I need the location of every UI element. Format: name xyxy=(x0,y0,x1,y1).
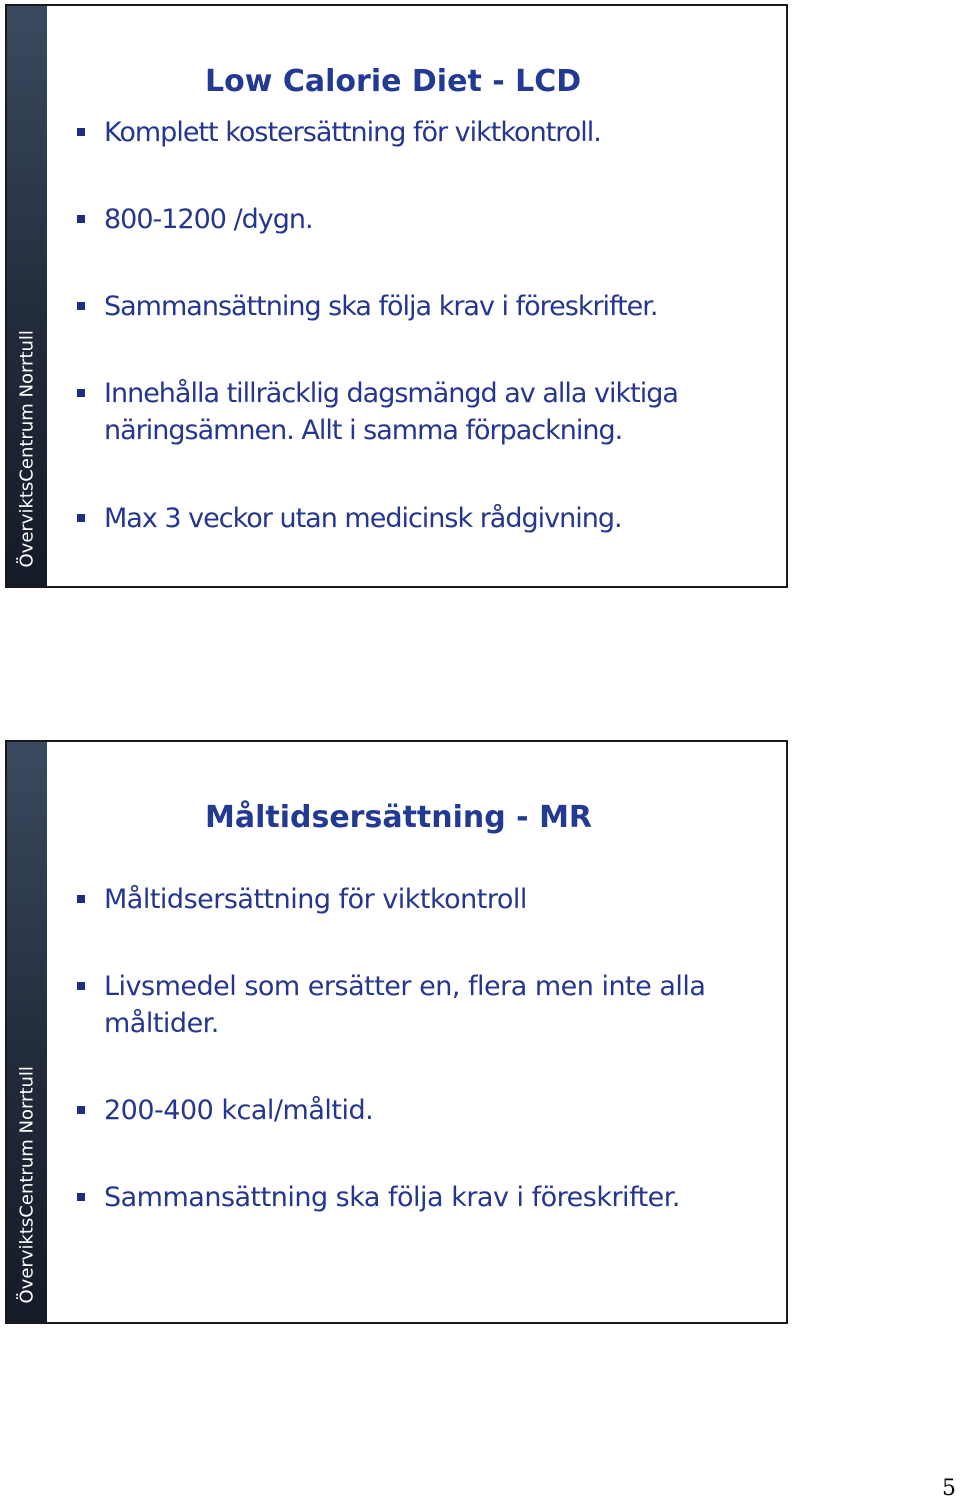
bullet-text: Livsmedel som ersätter en, flera men inte alla måltider. xyxy=(104,971,706,1039)
bullet-text: Måltidsersättning för viktkontroll xyxy=(104,884,527,915)
bullet-square-icon xyxy=(77,982,85,990)
bullet-square-icon xyxy=(77,1106,85,1114)
bullet-item xyxy=(104,1179,764,1216)
slide-sidebar xyxy=(7,742,47,1322)
bullet-item xyxy=(104,881,764,918)
bullet-text: Sammansättning ska följa krav i föreskrifter. xyxy=(104,291,658,322)
bullet-item xyxy=(104,375,724,449)
bullet-text: 200-400 kcal/måltid. xyxy=(104,1095,374,1126)
bullet-square-icon xyxy=(77,1193,85,1201)
bullet-square-icon xyxy=(77,128,85,136)
bullet-item xyxy=(104,201,764,238)
bullet-item xyxy=(104,114,764,151)
slide-title: Low Calorie Diet - LCD xyxy=(205,64,582,99)
bullet-square-icon xyxy=(77,895,85,903)
slide-maltidsersattning xyxy=(5,740,788,1324)
bullet-text: Innehålla tillräcklig dagsmängd av alla viktiga näringsämnen. Allt i samma förpackning. xyxy=(104,378,678,446)
bullet-text: 800-1200 /dygn. xyxy=(104,204,313,235)
sidebar-label: ÖverviktsCentrum Norrtull xyxy=(16,1066,38,1304)
bullet-square-icon xyxy=(77,389,85,397)
bullet-square-icon xyxy=(77,514,85,522)
bullet-text: Max 3 veckor utan medicinsk rådgivning. xyxy=(104,503,622,534)
slide-title: Måltidsersättning - MR xyxy=(205,800,593,835)
page-number: 5 xyxy=(942,1476,956,1501)
sidebar-label: ÖverviktsCentrum Norrtull xyxy=(16,330,38,568)
bullet-item xyxy=(104,500,764,537)
slide-sidebar xyxy=(7,6,47,586)
bullet-item xyxy=(104,288,764,325)
bullet-square-icon xyxy=(77,215,85,223)
bullet-text: Komplett kostersättning för viktkontroll. xyxy=(104,117,601,148)
bullet-text: Sammansättning ska följa krav i föreskrifter. xyxy=(104,1182,680,1213)
bullet-item xyxy=(104,968,744,1042)
slide-low-calorie-diet xyxy=(5,4,788,588)
bullet-item xyxy=(104,1092,764,1129)
bullet-square-icon xyxy=(77,302,85,310)
